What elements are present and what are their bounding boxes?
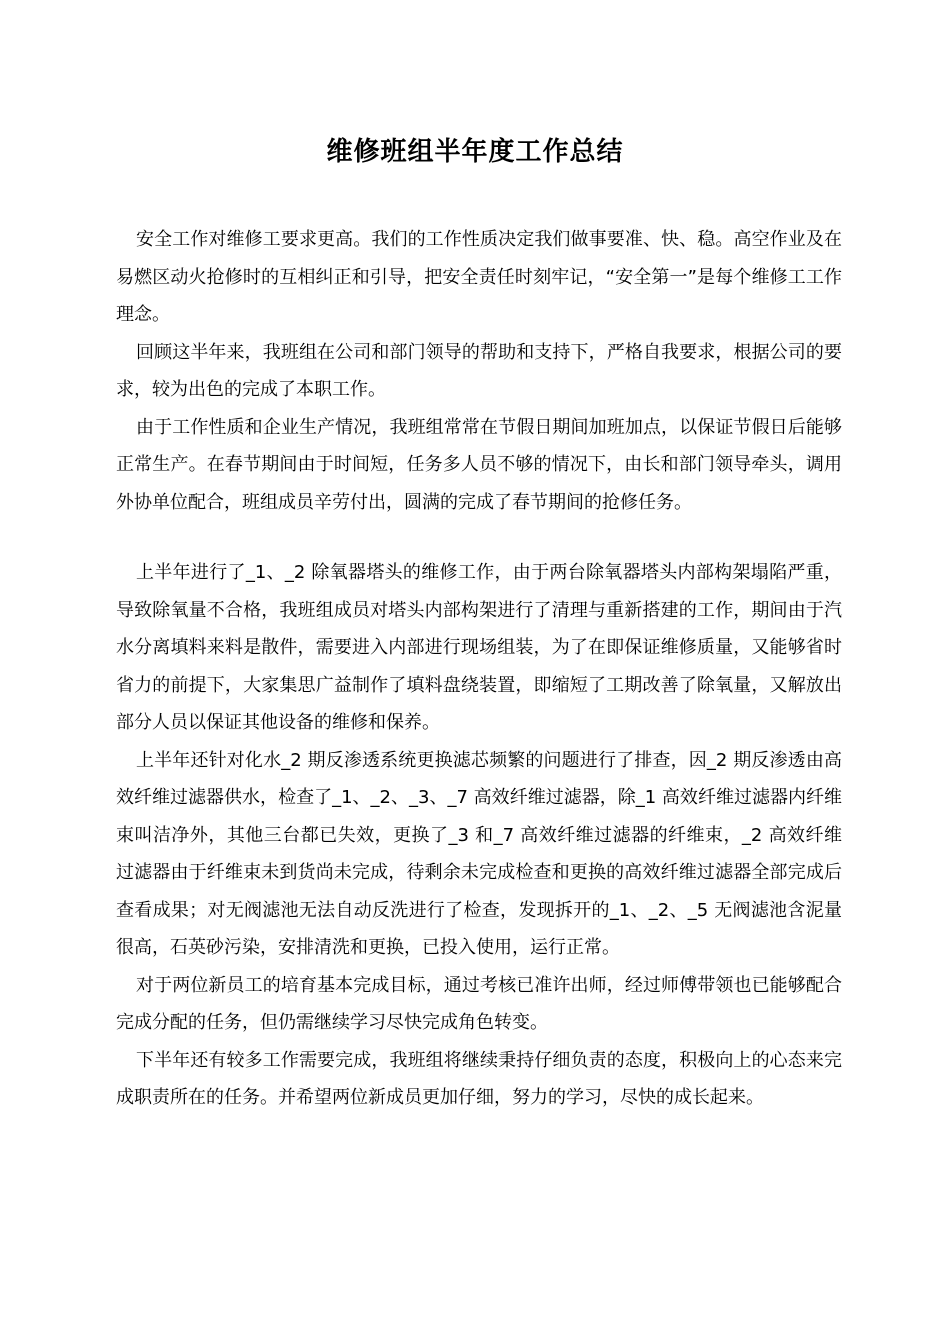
document-title: 维修班组半年度工作总结 [326,137,624,167]
paragraph-ro-filter-check: 上半年还针对化水_2 期反渗透系统更换滤芯频繁的问题进行了排查，因_2 期反渗透由高效纤维过滤器供水，检查了_1、_2、_3、_7 高效纤维过滤器，除_1 高效纤维过滤器内纤维束叫洁净外，其他三台都已失效，更换了_3 和_7 高效纤维过滤器的纤维束，_2 高效纤维过滤器由于纤维束未到货尚未完成，待剩余未完成检查和更换的高效纤维过滤器全部完成后查看成果；对无阀滤池无法自动反洗进行了检查，发现拆开的_1、_2、_5 无阀滤池含泥量很高，石英砂污染，安排清洗和更换，已投入使用，运行正常。 [116,749,842,958]
paragraph-review: 回顾这半年来，我班组在公司和部门领导的帮助和支持下，严格自我要求，根据公司的要求，较为出色的完成了本职工作。 [116,341,842,400]
paragraph-spacer [116,521,842,554]
paragraph-deaerator-repair: 上半年进行了_1、_2 除氧器塔头的维修工作，由于两台除氧器塔头内部构架塌陷严重，导致除氧量不合格，我班组成员对塔头内部构架进行了清理与重新搭建的工作，期间由于汽水分离填料来料是散件，需要进入内部进行现场组装，为了在即保证维修质量，又能够省时省力的前提下，大家集思广益制作了填料盘绕装置，即缩短了工期改善了除氧量，又解放出部分人员以保证其他设备的维修和保养。 [116,562,842,733]
paragraph-safety: 安全工作对维修工要求更高。我们的工作性质决定我们做事要准、快、稳。高空作业及在易燃区动火抢修时的互相纠正和引导，把安全责任时刻牢记，“安全第一”是每个维修工工作理念。 [116,229,842,325]
paragraph-second-half-plan: 下半年还有较多工作需要完成，我班组将继续秉持仔细负责的态度，积极向上的心态来完成职责所在的任务。并希望两位新成员更加仔细，努力的学习，尽快的成长起来。 [116,1049,842,1108]
document-body [116,221,842,1117]
paragraph-new-staff: 对于两位新员工的培育基本完成目标，通过考核已准许出师，经过师傅带领也已能够配合完成分配的任务，但仍需继续学习尽快完成角色转变。 [116,974,842,1033]
paragraph-holiday-work: 由于工作性质和企业生产情况，我班组常常在节假日期间加班加点，以保证节假日后能够正常生产。在春节期间由于时间短，任务多人员不够的情况下，由长和部门领导牵头，调用外协单位配合，班组成员辛劳付出，圆满的完成了春节期间的抢修任务。 [116,416,842,513]
